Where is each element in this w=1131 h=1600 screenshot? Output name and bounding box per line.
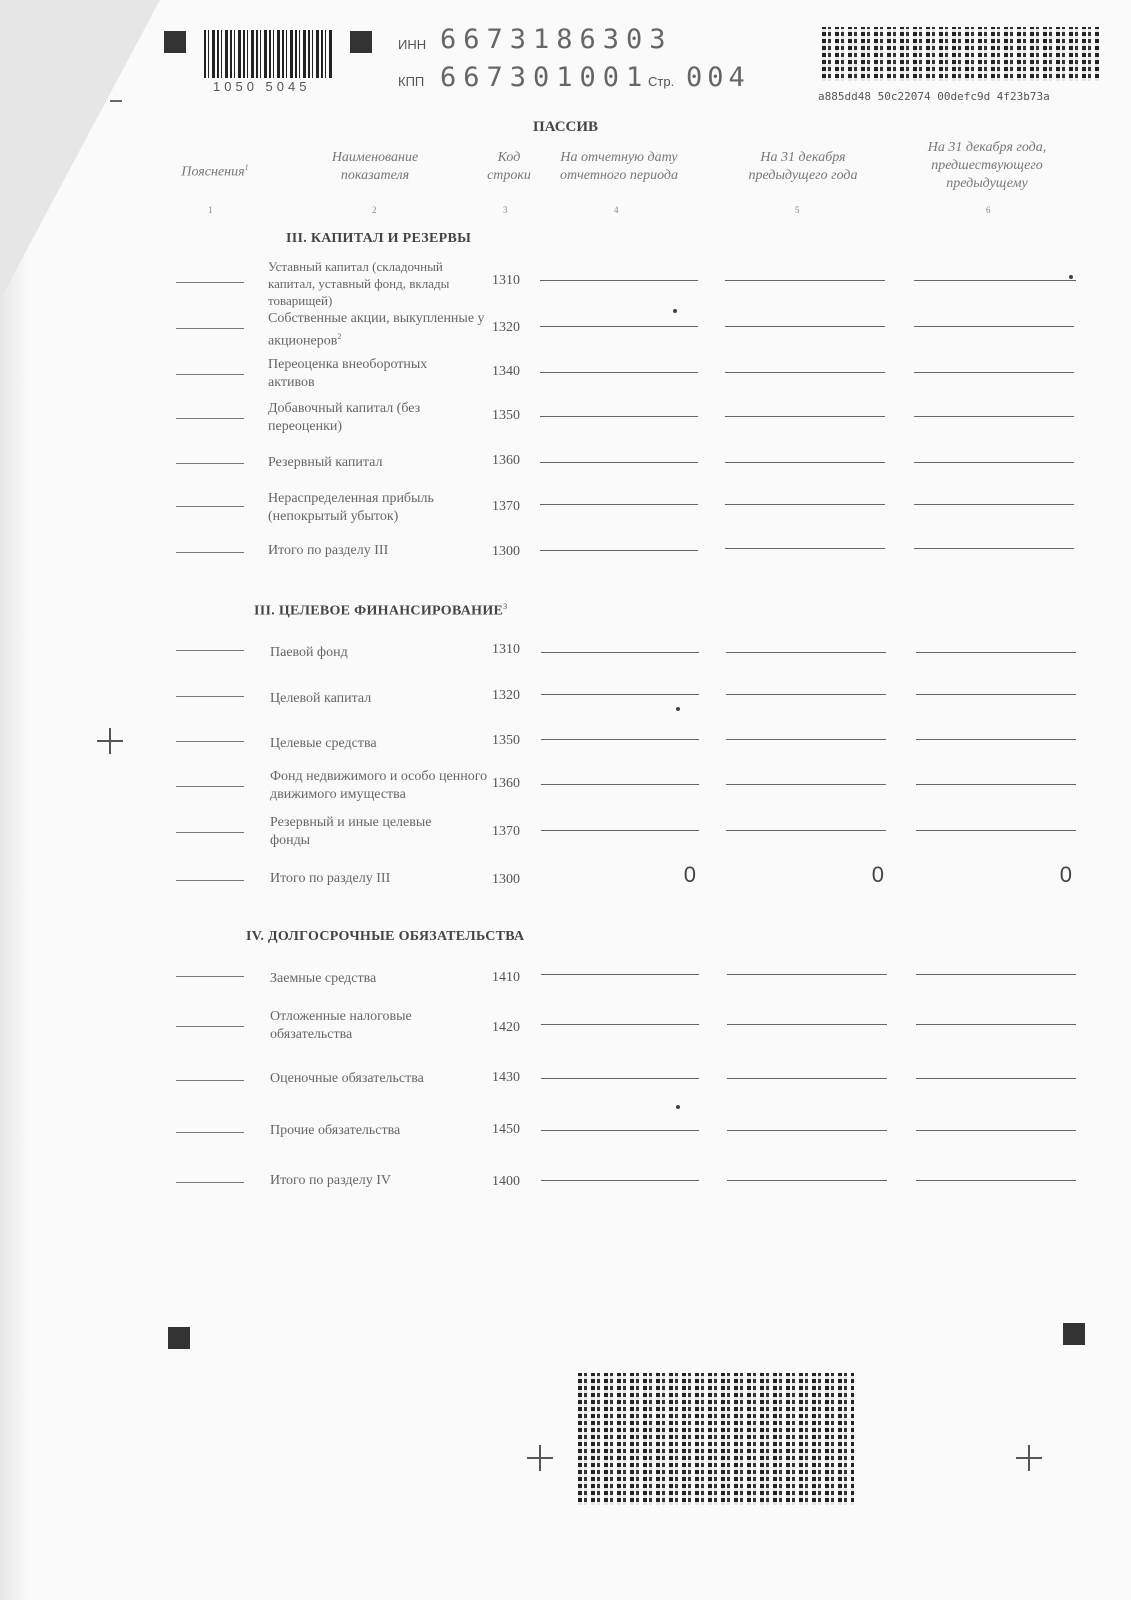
row-name: Фонд недвижимого и особо ценного движимого имущества	[270, 769, 488, 802]
value-prev-year[interactable]	[725, 504, 885, 505]
value-prev-year[interactable]	[725, 462, 885, 463]
row-name: Переоценка внеоборотных активов	[268, 357, 428, 390]
value-prev-prev-year[interactable]	[914, 462, 1074, 463]
value-prev-prev-year[interactable]	[916, 974, 1076, 975]
corner-mark	[110, 100, 122, 114]
value-prev-prev-year[interactable]	[914, 504, 1074, 505]
table-row	[0, 862, 1131, 908]
col-header-current: На отчетную дату отчетного периода	[560, 150, 678, 183]
page-label: Стр.	[648, 74, 675, 89]
registration-cross	[527, 1445, 553, 1471]
notes-field[interactable]	[176, 696, 244, 697]
value-current[interactable]: 0	[683, 862, 696, 887]
col-header-name: Наименование показателя	[331, 150, 419, 183]
value-prev-year[interactable]	[725, 548, 885, 549]
value-current[interactable]	[541, 784, 699, 785]
row-code: 1320	[492, 688, 520, 703]
row-name: Итого по разделу III	[268, 543, 389, 558]
notes-field[interactable]	[176, 374, 244, 375]
inn-value: 6673186303	[440, 24, 673, 55]
row-code: 1350	[492, 408, 520, 423]
value-current[interactable]	[540, 504, 698, 505]
value-prev-prev-year[interactable]	[914, 372, 1074, 373]
value-prev-year[interactable]	[725, 372, 885, 373]
value-prev-year[interactable]	[727, 1024, 887, 1025]
value-prev-prev-year[interactable]	[916, 1024, 1076, 1025]
row-name: Добавочный капитал (без переоценки)	[268, 401, 421, 434]
value-current[interactable]	[541, 739, 699, 740]
row-name: Оценочные обязательства	[270, 1071, 424, 1086]
table-row	[0, 310, 1131, 356]
kpp-label: КПП	[398, 74, 425, 89]
top-2d-barcode	[822, 27, 1100, 81]
col-number: 1	[208, 205, 213, 215]
table-row	[0, 356, 1131, 402]
row-code: 1320	[492, 320, 520, 335]
value-prev-year[interactable]	[726, 784, 886, 785]
barcode-number: 1050 5045	[213, 79, 311, 94]
registration-mark	[164, 31, 186, 53]
bottom-2d-barcode	[578, 1373, 854, 1505]
value-prev-year[interactable]	[727, 974, 887, 975]
table-row	[0, 1114, 1131, 1160]
value-prev-prev-year[interactable]	[916, 784, 1076, 785]
value-current[interactable]	[540, 280, 698, 281]
document-hash: a885dd48 50c22074 00defc9d 4f23b73a	[818, 90, 1050, 103]
notes-field[interactable]	[176, 976, 244, 977]
value-current[interactable]	[541, 1078, 699, 1079]
row-name: Заемные средства	[270, 971, 377, 986]
value-prev-prev-year[interactable]	[916, 739, 1076, 740]
notes-field[interactable]	[176, 418, 244, 419]
row-code: 1450	[492, 1122, 520, 1137]
notes-field[interactable]	[176, 506, 244, 507]
notes-field[interactable]	[176, 328, 244, 329]
row-code: 1410	[492, 970, 520, 985]
row-code: 1360	[492, 453, 520, 468]
col-number: 3	[503, 205, 508, 215]
row-code: 1370	[492, 824, 520, 839]
row-name: Целевой капитал	[270, 691, 372, 706]
row-code: 1340	[492, 364, 520, 379]
value-current[interactable]	[541, 652, 699, 653]
table-row	[0, 1166, 1131, 1212]
col-header-prev-year: На 31 декабря предыдущего года	[748, 150, 858, 183]
notes-field[interactable]	[176, 1026, 244, 1027]
table-row	[0, 768, 1131, 814]
table-row	[0, 490, 1131, 536]
value-prev-prev-year[interactable]	[916, 694, 1076, 695]
notes-field[interactable]	[176, 1080, 244, 1081]
registration-mark	[350, 31, 372, 53]
value-prev-year[interactable]	[726, 739, 886, 740]
row-name: Отложенные налоговые обязательства	[270, 1009, 412, 1042]
value-prev-year[interactable]	[727, 1130, 887, 1131]
row-name: Итого по разделу III	[270, 871, 391, 886]
row-name: Итого по разделу IV	[270, 1173, 392, 1188]
col-number: 4	[614, 205, 619, 215]
value-current[interactable]	[541, 1024, 699, 1025]
value-prev-prev-year[interactable]	[914, 280, 1076, 281]
col-number: 2	[372, 205, 377, 215]
value-prev-prev-year[interactable]	[916, 1180, 1076, 1181]
col-header-notes: Пояснения$^1$	[181, 163, 249, 180]
notes-field[interactable]	[176, 552, 244, 553]
section-title: III. ЦЕЛЕВОЕ ФИНАНСИРОВАНИЕ$^3$	[254, 602, 508, 619]
row-name: Паевой фонд	[270, 645, 348, 660]
row-code: 1400	[492, 1174, 520, 1189]
value-prev-prev-year[interactable]	[914, 416, 1074, 417]
table-row	[0, 962, 1131, 1008]
value-prev-year[interactable]	[726, 652, 886, 653]
registration-cross	[1016, 1445, 1042, 1471]
row-code: 1420	[492, 1020, 520, 1035]
value-current[interactable]	[541, 1130, 699, 1131]
speckle	[673, 309, 677, 313]
table-row	[0, 536, 1131, 582]
value-prev-prev-year[interactable]	[916, 652, 1076, 653]
table-row	[0, 1008, 1131, 1054]
row-name: Нераспределенная прибыль (непокрытый убыток)	[268, 491, 434, 524]
row-code: 1360	[492, 776, 520, 791]
row-name: Резервный капитал	[268, 455, 383, 470]
table-row	[0, 1062, 1131, 1108]
value-prev-year[interactable]: 0	[871, 862, 884, 887]
value-prev-year[interactable]	[727, 1180, 887, 1181]
row-code: 1300	[492, 544, 520, 559]
notes-field[interactable]	[176, 832, 244, 833]
row-code: 1430	[492, 1070, 520, 1085]
value-prev-prev-year[interactable]: 0	[1059, 862, 1072, 887]
row-name: Прочие обязательства	[270, 1123, 401, 1138]
linear-barcode	[204, 30, 332, 78]
table-row	[0, 400, 1131, 446]
registration-cross	[97, 728, 123, 754]
row-name: Собственные акции, выкупленные у акционеров$^2$	[268, 311, 485, 349]
row-name: Резервный и иные целевые фонды	[270, 815, 432, 848]
notes-field[interactable]	[176, 650, 244, 651]
speckle	[1069, 275, 1073, 279]
col-header-code: Код строки	[487, 150, 531, 183]
value-prev-prev-year[interactable]	[916, 1130, 1076, 1131]
value-prev-year[interactable]	[726, 830, 886, 831]
notes-field[interactable]	[176, 786, 244, 787]
speckle	[676, 1105, 680, 1109]
page-fold	[0, 0, 160, 300]
notes-field[interactable]	[176, 463, 244, 464]
row-code: 1350	[492, 733, 520, 748]
notes-field[interactable]	[176, 282, 244, 283]
section-title: III. КАПИТАЛ И РЕЗЕРВЫ	[286, 231, 472, 246]
table-row	[0, 258, 1131, 308]
value-current[interactable]	[541, 830, 699, 831]
section-title: IV. ДОЛГОСРОЧНЫЕ ОБЯЗАТЕЛЬСТВА	[246, 929, 525, 944]
row-code: 1310	[492, 642, 520, 657]
value-prev-prev-year[interactable]	[916, 830, 1076, 831]
notes-field[interactable]	[176, 880, 244, 881]
row-name: Целевые средства	[270, 736, 377, 751]
value-prev-year[interactable]	[726, 694, 886, 695]
speckle	[676, 707, 680, 711]
page-title: ПАССИВ	[532, 119, 599, 135]
value-current[interactable]	[540, 326, 698, 327]
row-name: Уставный капитал (складочный капитал, уставный фонд, вклады товарищей)	[268, 259, 450, 308]
inn-label: ИНН	[398, 37, 427, 52]
value-prev-year[interactable]	[725, 416, 885, 417]
value-current[interactable]	[540, 416, 698, 417]
value-current[interactable]	[541, 974, 699, 975]
table-row	[0, 636, 1131, 682]
row-code: 1370	[492, 499, 520, 514]
col-number: 5	[795, 205, 800, 215]
registration-mark	[168, 1327, 190, 1349]
registration-mark	[1063, 1323, 1085, 1345]
col-header-prev-prev-year: На 31 декабря года, предшествующего предыдущему	[927, 140, 1047, 191]
table-row	[0, 446, 1131, 492]
value-prev-prev-year[interactable]	[914, 326, 1074, 327]
kpp-value: 667301001	[440, 62, 650, 93]
notes-field[interactable]	[176, 1182, 244, 1183]
table-row	[0, 727, 1131, 773]
notes-field[interactable]	[176, 741, 244, 742]
page-value: 004	[686, 62, 750, 93]
table-row	[0, 682, 1131, 728]
value-current[interactable]	[541, 694, 699, 695]
table-row	[0, 814, 1131, 860]
value-current[interactable]	[540, 372, 698, 373]
value-prev-prev-year[interactable]	[914, 548, 1074, 549]
col-number: 6	[986, 205, 991, 215]
value-current[interactable]	[541, 1180, 699, 1181]
value-prev-year[interactable]	[725, 280, 885, 281]
value-prev-prev-year[interactable]	[916, 1078, 1076, 1079]
value-prev-year[interactable]	[727, 1078, 887, 1079]
notes-field[interactable]	[176, 1132, 244, 1133]
value-current[interactable]	[540, 550, 698, 551]
row-code: 1300	[492, 872, 520, 887]
value-current[interactable]	[540, 462, 698, 463]
value-prev-year[interactable]	[725, 326, 885, 327]
row-code: 1310	[492, 273, 520, 288]
